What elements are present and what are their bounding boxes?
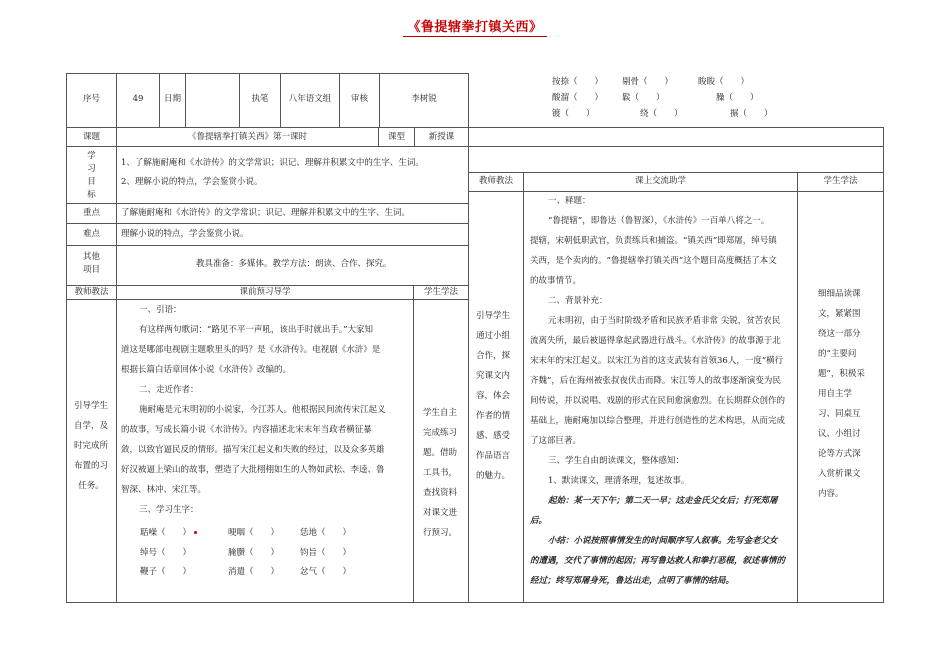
other-items-value: 教具准备：多媒体。教学方法：朗读、合作、探究。 [196,259,392,269]
char-item: 消遣（ ） [228,567,280,577]
content-line: 的故事，写成长篇小说《水浒传》。内容描述北宋末年当政者横征暴 [121,425,372,435]
other-items-label: 其他 项目 [82,252,100,275]
bold-line: 小结：小说按照事情发生的时间顺序写人叙事。先写金老父女 [548,536,778,546]
content-line: 三、学生自由朗读课文，整体感知： [548,456,685,466]
char-item: 腌臜（ ） [228,548,280,558]
char-item: 哽咽（ ） [228,528,280,538]
type-label: 课型 [387,132,405,142]
left-teacher-method: 引导学生自学，及时完成所布置的习任务。 [73,401,108,491]
content-line: 二、背景补充： [548,296,608,306]
content-line: 一、释题： [548,196,591,206]
objectives-label: 学 习 目 标 [87,151,96,200]
content-line: 元末明初，由于当时阶级矛盾和民族矛盾非常 尖锐，贫苦农民 [548,316,781,326]
col-header: 课前预习导学 [239,287,291,297]
content-line: 智深、林冲、宋江等。 [121,485,207,495]
key-points-value: 了解施耐庵和《水浒传》的文学常识；识记、理解并积累文中的生字、生词。 [121,208,411,218]
content-line: 道这是哪部电视剧主题歌里头的吗？是《水浒传》。电视剧《水浒》是 [121,345,381,355]
review-label: 审核 [350,94,368,104]
vocab-item: 鬏（ ） [622,93,665,103]
col-header: 学生学法 [423,287,458,297]
classroom-content [530,191,796,591]
vocab-item: 剔骨（ ） [622,77,674,87]
right-teacher-method: 引导学生通过小组合作，探究课文内容，体会作者的情感、感受作品语言的魅力。 [476,311,511,481]
content-line: 一、引语： [139,305,182,315]
char-item: 恁地（ ） [300,528,352,538]
vocab-item: 酸溜（ ） [552,93,604,103]
content-line: 根据长篇白话章回体小说《水浒传》改编的。 [121,365,292,375]
writer-label: 执笔 [251,94,269,104]
content-line: 有这样两句歌词：“路见不平一声吼，该出手时就出手。”大家知 [139,325,373,335]
content-line: 关西，是个卖肉的。“鲁提辖拳打镇关西”这个题目高度概括了本文 [530,256,777,266]
content-line: 三、学习生字： [139,505,199,515]
content-line: “鲁提辖”，即鲁达（鲁智深），《水浒传》一百单八将之一。 [548,216,770,226]
left-student-method: 学生自主完成练习题。借助工具书，查找资料对课文进行预习。 [423,408,458,538]
content-line: 齐魏”，后在海州被张叔夜伏击而降。宋江等人的故事逐渐演变为民 [530,376,781,386]
content-line: 了这部巨著。 [530,436,582,446]
content-line: 二、走近作者： [139,385,199,395]
char-item: 鞭子（ ） [140,567,192,577]
char-item: 忿气（ ） [300,567,352,577]
topic-label: 课题 [82,132,100,142]
key-points-label: 重点 [82,208,100,218]
content-line: 1、默读课文，理清条理，复述故事。 [548,476,690,486]
content-line: 的故事情节。 [530,276,582,286]
bold-line: 的遭遇，交代了事情的起因；再写鲁达救人和拳打恶棍，叙述事情的 [530,556,786,566]
content-line: 敛，以致官逼民反的情形。描写宋江起义和失败的经过，以及众多英雄 [121,445,385,455]
preview-guide-content [121,300,411,520]
difficult-points-label: 难点 [82,229,100,239]
content-line: 好汉被逼上梁山的故事，塑造了大批栩栩如生的人物如武松、李逵、鲁 [121,465,385,475]
seq-value: 49 [132,94,144,104]
char-item: 钧旨（ ） [300,548,352,558]
objective-item: 2、理解小说的特点，学会鉴赏小说。 [121,177,263,187]
difficult-points-value: 理解小说的特点，学会鉴赏小说。 [121,229,249,239]
right-student-method: 细细品读课文，紧紧围绕这一部分的“主要问题”，积极采用自主学习、同桌互议、小组讨论等方式深入赏析课文内容。 [818,289,865,499]
vocab-item: 臊（ ） [716,93,759,103]
col-header: 教师教法 [478,176,513,186]
page-title: 《鲁提辖拳打镇关西》 [0,16,950,35]
vocab-item: 睃睃（ ） [698,77,750,87]
col-header: 教师教法 [74,287,109,297]
seq-label: 序号 [82,94,100,104]
col-header: 学生学法 [823,176,858,186]
content-line: 间传说，并以说唱、戏剧的形式在民间愈演愈烈。在长期群众创作的 [530,396,786,406]
char-item: 聒噪（ ） [140,527,197,540]
writer-value: 八年语文组 [288,94,332,104]
vocab-item: 搌（ ） [730,109,773,119]
type-value: 新授课 [428,132,455,142]
content-line: 基础上，施耐庵加以综合整理，并进行创造性的艺术构思，从而完成 [530,416,786,426]
bold-line: 后。 [530,516,548,526]
vocab-item: 按捺（ ） [552,77,604,87]
content-line: 施耐庵是元末明初的小说家，今江苏人。他根据民间流传宋江起义 [139,405,386,415]
char-item: 绰号（ ） [140,548,192,558]
vocab-item: 绕（ ） [640,109,683,119]
objective-item: 1、了解施耐庵和《水浒传》的文学常识；识记、理解并积累文中的生字、生词。 [121,158,424,168]
topic-value: 《鲁提辖拳打镇关西》第一课时 [187,132,307,142]
content-line: 宋末年的宋江起义。以宋江为首的这支武装有首领36人，一度“横行 [530,356,784,366]
vocab-item: 镀（ ） [552,109,595,119]
content-line: 提辖，宋朝低职武官，负责练兵和捕盗。“镇关西”即郑屠，绰号镇 [530,236,777,246]
content-line: 流离失所，最后被逼得拿起武器进行战斗。《水浒传》的故事源于北 [530,336,781,346]
col-header: 课上交流助学 [634,176,686,186]
review-value: 李树锐 [411,94,437,104]
bold-line: 经过；终写郑屠身死，鲁达出走，点明了事情的结局。 [530,576,735,586]
bold-line: 起始：某一天下午；第二天一早；这走金氏父女后；打死郑屠 [548,496,778,506]
date-label: 日期 [163,94,181,104]
